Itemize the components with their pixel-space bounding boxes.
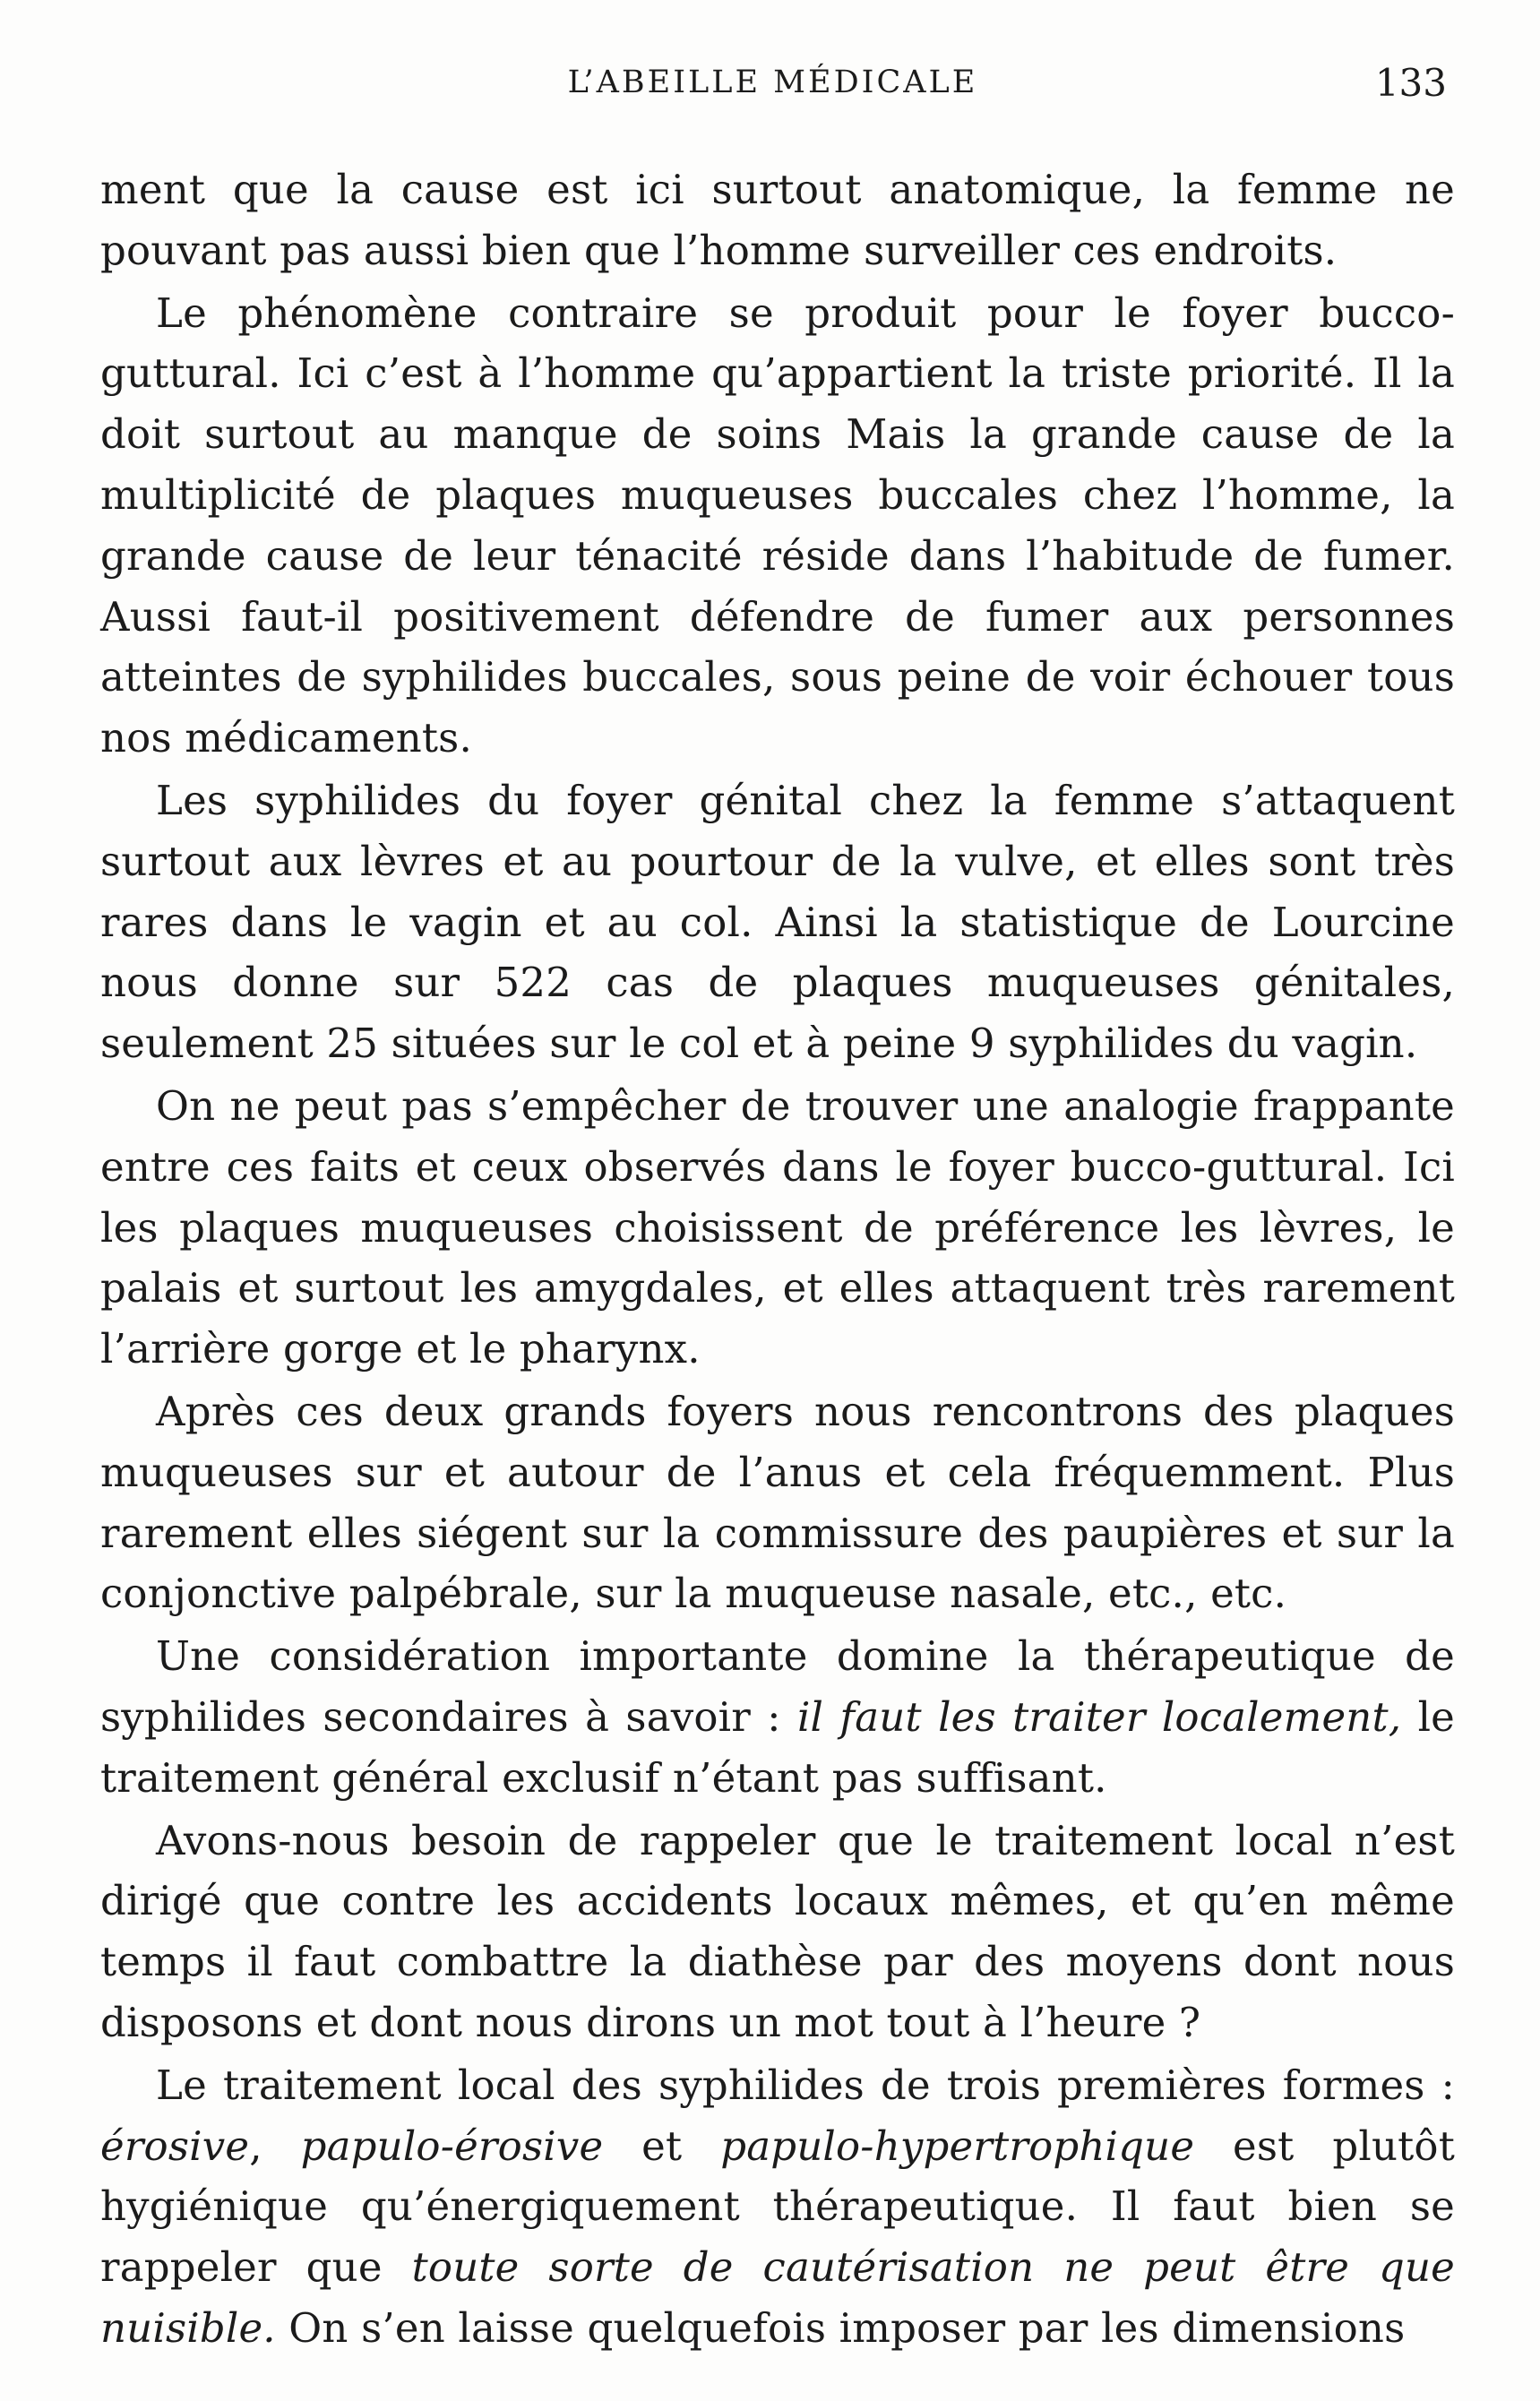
body-text: [100, 159, 1455, 2359]
paragraph-4: On ne peut pas s’empêcher de trouver une analogie frappante entre ces faits et ceux observés dans le foyer bucco-guttural. Ici les plaques muqueuses choisissent de préférence les lèvres, le palais et surtout les amygdales, et elles attaquent très rarement l’arrière gorge et le pharynx.: [100, 1081, 1455, 1373]
paragraph-8-text-e: On s’en laisse quelquefois imposer par les dimensions: [275, 2303, 1406, 2352]
paragraph-6-text-b: le traitement général exclusif n’étant pas suffisant.: [100, 1692, 1455, 1802]
paragraph-8-italic-c: papulo-hypertrophique: [720, 2121, 1195, 2170]
paragraph-6-italic: il faut les traiter localement,: [796, 1692, 1402, 1741]
paragraph-8-italic-a: érosive: [100, 2121, 250, 2170]
paragraph-6: [100, 1626, 1455, 1808]
paragraph-7: Avons-nous besoin de rappeler que le traitement local n’est dirigé que contre les accidents locaux mêmes, et qu’en même temps il faut combattre la diathèse par des moyens dont nous disposons et dont nous dirons un mot tout à l’heure ?: [100, 1816, 1455, 2046]
paragraph-8-italic-d: toute sorte de cautérisation ne peut être que nuisible.: [100, 2243, 1456, 2352]
page-number: 133: [1374, 61, 1447, 105]
paragraph-8-text-d: est plutôt hygiénique qu’énergiquement thérapeutique. Il faut bien se rappeler que: [100, 2121, 1455, 2292]
paragraph-2: Le phénomène contraire se produit pour le foyer bucco-guttural. Ici c’est à l’homme qu’appartient la triste priorité. Il la doit surtout au manque de soins Mais la grande cause de la multiplicité de plaques muqueuses buccales chez l’homme, la grande cause de leur ténacité réside dans l’habitude de fumer. Aussi faut-il positivement défendre de fumer aux personnes atteintes de syphilides buccales, sous peine de voir échouer tous nos médicaments.: [100, 288, 1455, 762]
paragraph-8: [100, 2055, 1455, 2359]
paragraph-5: Après ces deux grands foyers nous rencontrons des plaques muqueuses sur et autour de l’anus et cela fréquemment. Plus rarement elles siégent sur la commissure des paupières et sur la conjonctive palpébrale, sur la muqueuse nasale, etc., etc.: [100, 1387, 1455, 1618]
running-title: L’ABEILLE MÉDICALE: [567, 65, 978, 100]
paragraph-6-text-a: Une considération importante domine la thérapeutique de syphilides secondaires à savoir :: [100, 1632, 1455, 1741]
paragraph-8-text-a: Le traitement local des syphilides de trois premières formes :: [156, 2061, 1455, 2109]
paragraph-1: ment que la cause est ici surtout anatomique, la femme ne pouvant pas aussi bien que l’homme surveiller ces endroits.: [100, 166, 1455, 274]
paragraph-3: Les syphilides du foyer génital chez la femme s’attaquent surtout aux lèvres et au pourtour de la vulve, et elles sont très rares dans le vagin et au col. Ainsi la statistique de Lourcine nous donne sur 522 cas de plaques muqueuses génitales, seulement 25 situées sur le col et à peine 9 syphilides du vagin.: [100, 776, 1455, 1068]
paragraph-8-text-c: et: [603, 2121, 721, 2170]
paragraph-8-italic-b: papulo-érosive: [300, 2121, 604, 2170]
paragraph-8-text-b: ,: [249, 2121, 301, 2170]
page-header: [99, 61, 1447, 118]
